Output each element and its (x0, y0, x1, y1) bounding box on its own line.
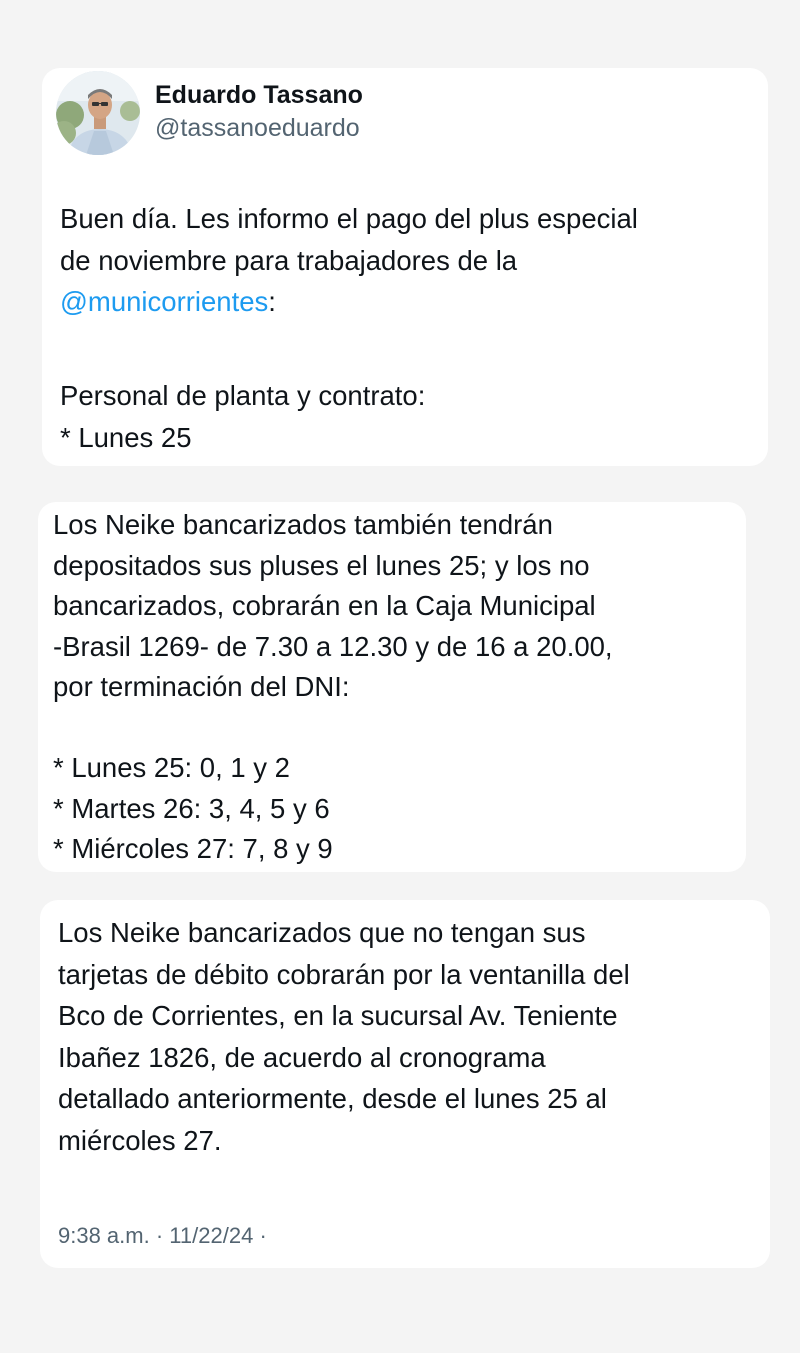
text-line: miércoles 27. (58, 1124, 222, 1156)
text-line: Los Neike bancarizados que no tengan sus (58, 917, 586, 948)
tweet-paragraph-intro (60, 198, 638, 323)
avatar-photo-icon (56, 71, 140, 155)
separator-dot: · (259, 1223, 267, 1248)
text-line: * Lunes 25 (60, 421, 192, 453)
mention-link[interactable]: @municorrientes (60, 286, 269, 317)
tweet-time: 9:38 a.m. (58, 1223, 150, 1248)
text-line: depositados sus pluses el lunes 25; y los no (53, 549, 590, 581)
text-line: Bco de Corrientes, en la sucursal Av. Teniente (58, 1000, 618, 1031)
text-line (60, 281, 638, 323)
tweet-paragraph-staff (60, 375, 425, 458)
author-display-name[interactable]: Eduardo Tassano (155, 81, 363, 109)
separator-dot: · (155, 1223, 164, 1248)
text-line: Los Neike bancarizados también tendrán (53, 509, 553, 540)
schedule-item: * Martes 26: 3, 4, 5 y 6 (53, 792, 330, 824)
text-line: Buen día. Les informo el pago del plus especial (60, 203, 638, 234)
tweet-schedule-list (53, 748, 333, 870)
tweet-timestamp[interactable] (58, 1222, 267, 1250)
tweet-date: 11/22/24 (169, 1223, 254, 1248)
schedule-item: * Lunes 25: 0, 1 y 2 (53, 752, 290, 783)
text-line: Personal de planta y contrato: (60, 380, 426, 411)
schedule-item: * Miércoles 27: 7, 8 y 9 (53, 833, 333, 864)
text-line: por terminación del DNI: (53, 671, 350, 702)
tweet-paragraph-bank (58, 912, 630, 1161)
author-handle[interactable]: @tassanoeduardo (155, 114, 360, 142)
text-line: -Brasil 1269- de 7.30 a 12.30 y de 16 a 20.00, (53, 630, 613, 662)
tweet-paragraph-neike (53, 505, 613, 708)
text-line: de noviembre para trabajadores de la (60, 244, 518, 276)
text-line: bancarizados, cobrarán en la Caja Municipal (53, 590, 596, 621)
avatar[interactable] (56, 71, 140, 155)
text-line: Ibañez 1826, de acuerdo al cronograma (58, 1041, 546, 1073)
text-line: detallado anteriormente, desde el lunes 25 al (58, 1083, 607, 1114)
text-line: tarjetas de débito cobrarán por la ventanilla del (58, 958, 630, 990)
text-fragment: : (268, 286, 276, 317)
